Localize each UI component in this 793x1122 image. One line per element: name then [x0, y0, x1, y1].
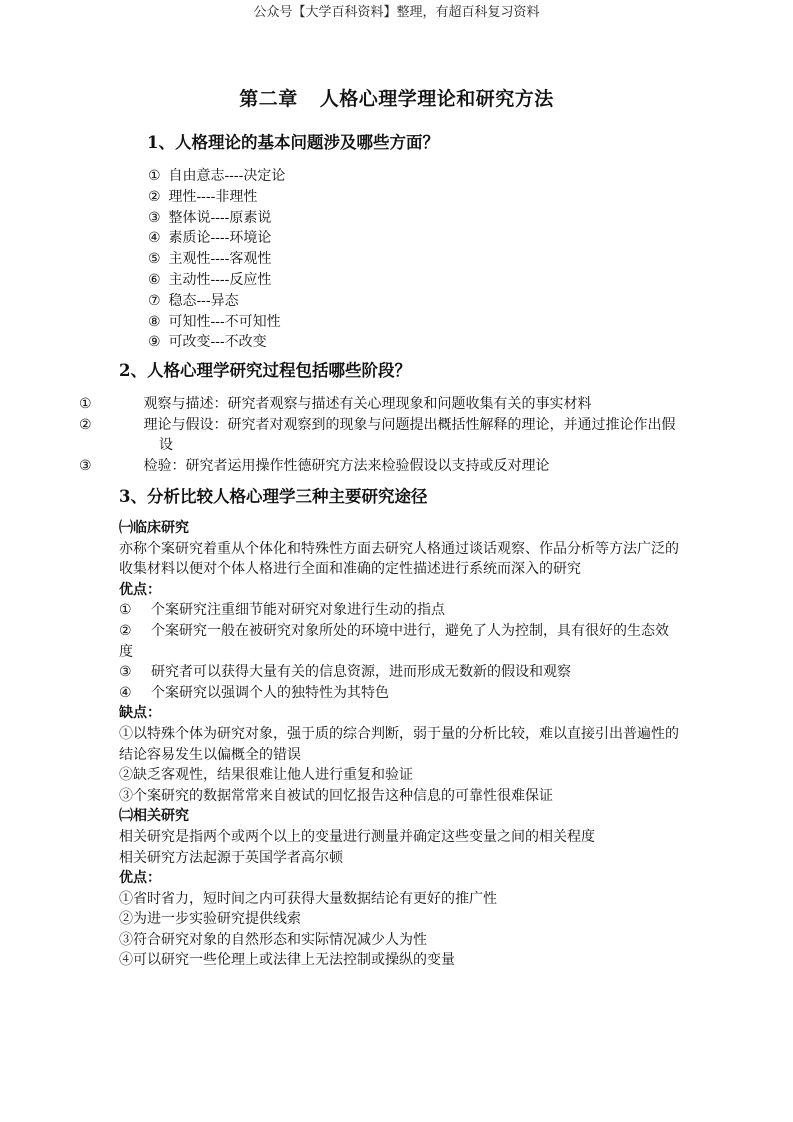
list-item: ③ 研究者可以获得大量有关的信息资源，进而形成无数新的假设和观察	[119, 664, 571, 681]
list-item: ①以特殊个体为研究对象，强于质的综合判断，弱于量的分析比较，难以直接引出普遍性的结论容易发生以偏概全的错误	[119, 725, 679, 763]
clinical-section	[119, 518, 679, 971]
q2-heading: 2、人格心理学研究过程包括哪些阶段？	[119, 361, 411, 380]
clinical-disadvantages-label: 缺点：	[119, 705, 161, 722]
list-item: ③符合研究对象的自然形态和实际情况减少人为性	[119, 931, 427, 948]
list-item: ③个案研究的数据常常来自被试的回忆报告这种信息的可靠性很难保证	[119, 787, 553, 804]
clinical-advantages-label: 优点：	[119, 581, 161, 598]
list-item: ③ 检验：研究者运用操作性德研究方法来检验假设以支持或反对理论	[79, 457, 550, 474]
q2-list	[79, 394, 679, 476]
list-item: ② 理论与假设：研究者对观察到的现象与问题提出概括性解释的理论，并通过推论作出假设	[79, 416, 676, 454]
list-item: ⑨ 可改变---不改变	[148, 334, 267, 351]
list-item: ②为进一步实验研究提供线索	[119, 911, 301, 928]
correlational-heading: ㈡相关研究	[119, 808, 189, 825]
correlational-description: 相关研究是指两个或两个以上的变量进行测量并确定这些变量之间的相关程度	[119, 828, 595, 845]
clinical-heading: ㈠临床研究	[119, 520, 189, 536]
page-header: 公众号【大学百科资料】整理，有超百科复习资料	[253, 5, 540, 20]
list-item: ③ 整体说----原素说	[148, 209, 272, 226]
list-item: ① 个案研究注重细节能对研究对象进行生动的指点	[119, 602, 445, 619]
list-item: ④可以研究一些伦理上或法律上无法控制或操纵的变量	[119, 952, 455, 969]
q3-heading: 3、分析比较人格心理学三种主要研究途径	[119, 487, 428, 506]
list-item: ① 观察与描述：研究者观察与描述有关心理现象和问题收集有关的事实材料	[79, 396, 592, 412]
list-item: ⑦ 稳态---异态	[148, 292, 239, 309]
correlational-advantages-label: 优点：	[119, 870, 161, 887]
list-item: ② 理性----非理性	[148, 188, 258, 205]
correlational-origin: 相关研究方法起源于英国学者高尔顿	[119, 849, 343, 866]
list-item: ⑧ 可知性---不可知性	[148, 313, 281, 330]
list-item: ④ 素质论----环境论	[148, 230, 272, 247]
chapter-number: 第二章	[239, 88, 298, 110]
list-item: ① 自由意志----决定论	[148, 168, 286, 184]
list-item: ④ 个案研究以强调个人的独特性为其特色	[119, 684, 389, 701]
q1-list	[148, 166, 285, 353]
chapter-title	[0, 86, 793, 112]
q1-heading: 1、人格理论的基本问题涉及哪些方面？	[147, 133, 439, 152]
list-item: ①省时省力，短时间之内可获得大量数据结论有更好的推广性	[119, 890, 497, 907]
list-item: ②缺乏客观性，结果很难让他人进行重复和验证	[119, 767, 413, 784]
chapter-name: 人格心理学理论和研究方法	[319, 88, 554, 110]
list-item: ② 个案研究一般在被研究对象所处的环境中进行，避免了人为控制，具有很好的生态效度	[119, 622, 669, 660]
list-item: ⑥ 主动性----反应性	[148, 271, 272, 288]
clinical-description: 亦称个案研究着重从个体化和特殊性方面去研究人格通过谈话观察、作品分析等方法广泛的收集材料以便对个体人格进行全面和准确的定性描述进行系统而深入的研究	[119, 540, 679, 578]
list-item: ⑤ 主观性----客观性	[148, 251, 272, 268]
